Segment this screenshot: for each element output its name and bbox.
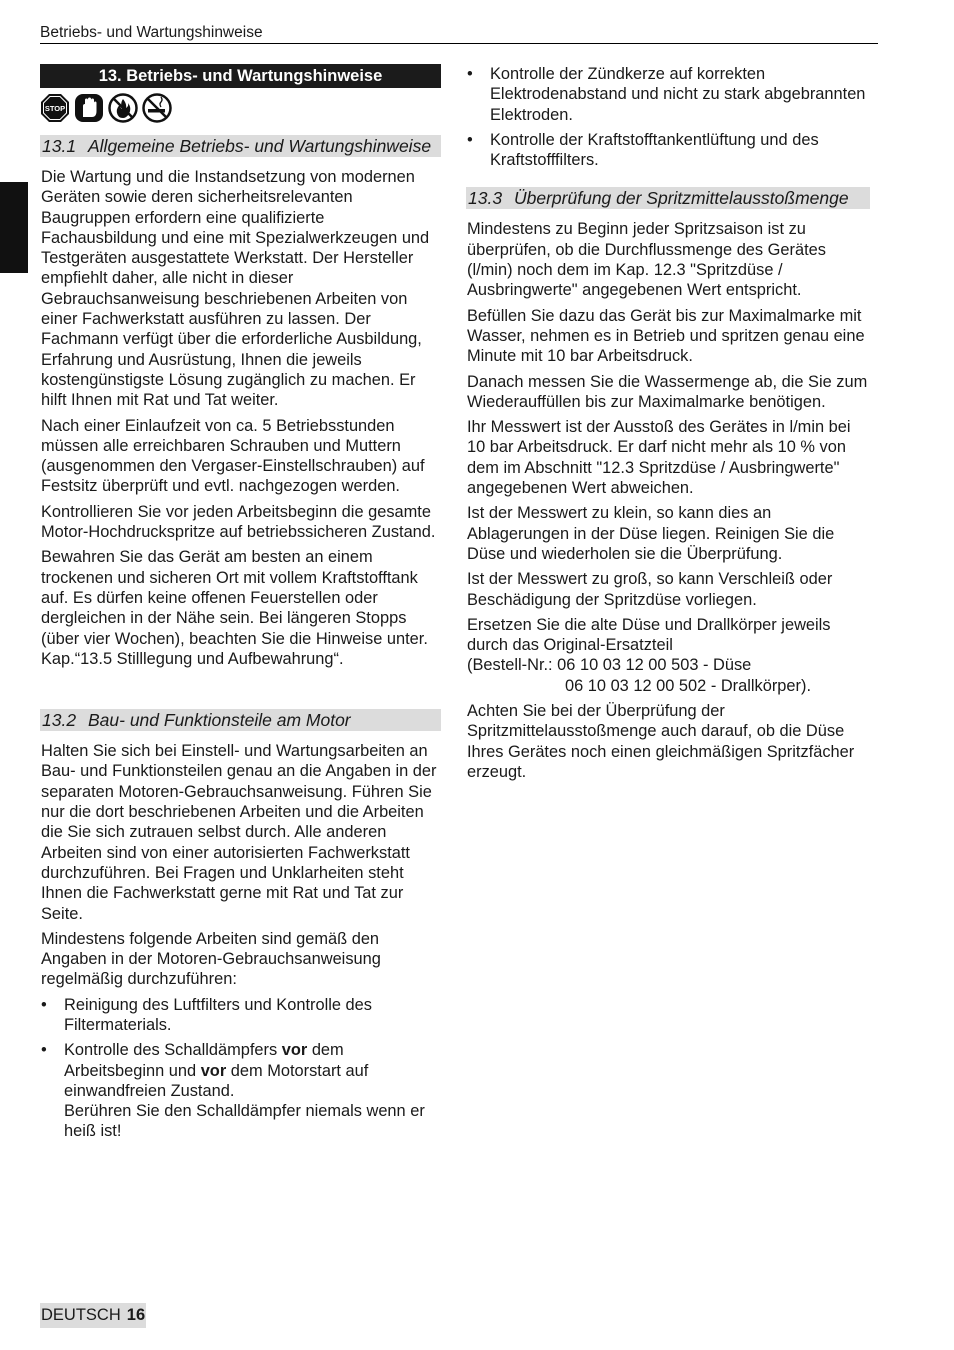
paragraph: Halten Sie sich bei Einstell- und Wartungsarbeiten an Bau- und Funktionsteilen genau an die Angaben in der separaten Motoren-Gebrauchsanweisung. Führen Sie nur die dort beschriebenen Arbeiten und die Arbeiten die Sie sich zutrauen selbst durch. Alle anderen Arbeiten sind von einer autorisierten Fachwerkstatt durchzuführen. Bei Fragen und Unklarheiten steht Ihnen die Fachwerkstatt gerne mit Rat und Tat zur Seite. bbox=[41, 742, 437, 923]
section-13-2-heading bbox=[40, 709, 441, 731]
section-13-1-heading bbox=[40, 135, 441, 157]
paragraph: Befüllen Sie dazu das Gerät bis zur Maximalmarke mit Wasser, nehmen es in Betrieb und spritzen genau eine Minute mit 10 bar Arbeitsdruck. bbox=[467, 306, 865, 366]
list-item: • Kontrolle des Schalldämpfers vor dem Arbeitsbeginn und vor dem Motorstart auf einwandfreien Zustand. Berühren Sie den Schalldämpfer niemals wenn er heiß ist! bbox=[41, 1040, 441, 1141]
section-number: 13.1 bbox=[42, 136, 77, 156]
safety-icons bbox=[40, 93, 441, 123]
no-fire-icon bbox=[108, 93, 138, 123]
warning-note: Berühren Sie den Schalldämpfer niemals wenn er heiß ist! bbox=[64, 1102, 425, 1141]
paragraph: Ist der Messwert zu klein, so kann dies an Ablagerungen in der Düse liegen. Reinigen Sie die Düse und wiederholen sie die Überprüfung. bbox=[467, 504, 835, 563]
paragraph: Bewahren Sie das Gerät am besten an einem trockenen und sicheren Ort mit vollem Kraftstofftank auf. Es dürfen keine offenen Feuerstellen oder dergleichen in der Nähe sein. Bei längeren Stopps (über vier Wochen), beachten Sie die Hinweise unter. Kap.“13.5 Stilllegung und Aufbewahrung“. bbox=[41, 548, 428, 668]
paragraph: Nach einer Einlaufzeit von ca. 5 Betriebsstunden müssen alle erreichbaren Schrauben und Muttern (ausgenommen den Vergaser-Einstellschrauben) auf Festsitz überprüft und evtl. nachgezogen werden. bbox=[41, 416, 425, 496]
maintenance-list-continued bbox=[467, 64, 870, 170]
order-number-line: (Bestell-Nr.: 06 10 03 12 00 503 - Düse bbox=[467, 656, 752, 675]
section-title: Bau- und Funktionsteile am Motor bbox=[88, 710, 351, 731]
glove-icon bbox=[74, 93, 104, 123]
footer-language: DEUTSCH bbox=[41, 1306, 121, 1324]
list-item: • Kontrolle der Kraftstofftankentlüftung und des Kraftstofffilters. bbox=[467, 130, 870, 171]
maintenance-list bbox=[41, 995, 441, 1142]
paragraph: Mindestens zu Beginn jeder Spritzsaison ist zu überprüfen, ob die Durchflussmenge des Gerätes (l/min) noch dem im Kap. 12.3 "Spritzdüse / Ausbringwerte" angegebenen Wert entspricht. bbox=[467, 220, 826, 300]
language-side-tab bbox=[0, 182, 28, 273]
running-header: Betriebs- und Wartungshinweise bbox=[40, 23, 878, 44]
page-number: 16 bbox=[126, 1306, 146, 1324]
section-number: 13.2 bbox=[42, 710, 77, 731]
section-13-3-body bbox=[466, 219, 870, 782]
order-number-line: 06 10 03 12 00 502 - Drallkörper). bbox=[565, 676, 812, 695]
section-13-3-heading bbox=[466, 187, 870, 209]
section-title: Überprüfung der Spritzmittelausstoßmenge bbox=[514, 188, 849, 209]
list-item: • Reinigung des Luftfilters und Kontrolle des Filtermaterials. bbox=[41, 995, 441, 1036]
svg-text:STOP: STOP bbox=[44, 104, 66, 113]
section-13-2-body bbox=[40, 741, 441, 1142]
paragraph: Achten Sie bei der Überprüfung der Spritzmittelausstoßmenge auch darauf, ob die Düse Ihres Gerätes noch einen gleichmäßigen Spritzfächer erzeugt. bbox=[467, 702, 855, 781]
paragraph: Ihr Messwert ist der Ausstoß des Gerätes in l/min bei 10 bar Arbeitsdruck. Er darf nicht mehr als 10 % von dem im Abschnitt "12.3 Spritzdüse / Ausbringwerte" angegebenen Wert abweichen. bbox=[467, 418, 851, 498]
section-number: 13.3 bbox=[468, 188, 503, 209]
no-smoking-icon bbox=[142, 93, 172, 123]
page-footer bbox=[40, 1303, 146, 1328]
section-13-1-body bbox=[40, 167, 441, 669]
list-item: • Kontrolle der Zündkerze auf korrekten Elektrodenabstand und nicht zu stark abgebrannten Elektroden. bbox=[467, 64, 870, 125]
paragraph: Danach messen Sie die Wassermenge ab, die Sie zum Wiederauffüllen bis zur Maximalmarke benötigen. bbox=[467, 372, 868, 411]
paragraph: Kontrollieren Sie vor jeden Arbeitsbeginn die gesamte Motor-Hochdruckspritze auf betriebssicheren Zustand. bbox=[41, 502, 436, 542]
right-column bbox=[466, 64, 870, 787]
paragraph: Mindestens folgende Arbeiten sind gemäß den Angaben in der Motoren-Gebrauchsanweisung regelmäßig durchzuführen: bbox=[41, 929, 381, 989]
stop-sign-icon bbox=[40, 93, 70, 123]
paragraph: Ist der Messwert zu groß, so kann Verschleiß oder Beschädigung der Spritzdüse vorliegen. bbox=[467, 570, 833, 609]
paragraph: Die Wartung und die Instandsetzung von modernen Geräten sowie deren sicherheitsrelevanten Baugruppen erfordern eine qualifizierte Fachausbildung und eine mit Spezialwerkzeugen und Testgeräten ausgestattete Werkstatt. Der Hersteller empfiehlt daher, alle nicht in dieser Gebrauchsanweisung beschriebenen Arbeiten von einer Fachwerkstatt ausführen zu lassen. Der Fachmann verfügt über die erforderliche Ausbildung, Erfahrung und Ausrüstung, Ihnen die jeweils kostengünstigste Lösung zugänglich zu machen. Er hilft Ihnen mit Rat und Tat weiter. bbox=[41, 168, 430, 410]
chapter-title: 13. Betriebs- und Wartungshinweise bbox=[40, 64, 441, 88]
spare-part-paragraph: Ersetzen Sie die alte Düse und Drallkörper jeweils durch das Original-Ersatzteil (Bestell-Nr.: 06 10 03 12 00 503 - Düse 06 10 03 12 00 502 - Drallkörper). bbox=[467, 615, 870, 696]
section-title: Allgemeine Betriebs- und Wartungshinweise bbox=[88, 136, 432, 156]
left-column bbox=[40, 64, 441, 1147]
